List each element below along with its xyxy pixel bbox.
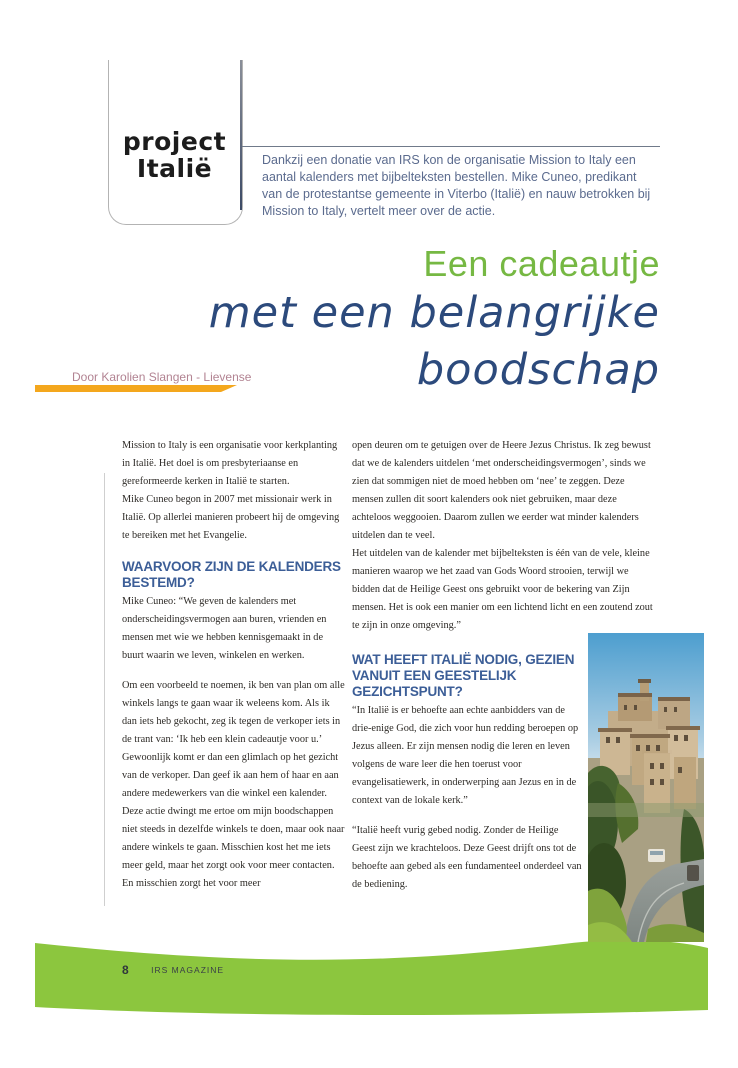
column-left (122, 437, 347, 893)
project-tab-line1: project (122, 127, 227, 156)
column-right-lower (352, 652, 583, 894)
column-left-rule (104, 473, 105, 906)
title-line-navy-1: met een belangrijke (208, 288, 660, 338)
footer (122, 961, 224, 979)
section-heading-kalenders: WAARVOOR ZIJN DE KALENDERS BESTEMD? (122, 559, 341, 590)
column-right-upper (352, 437, 655, 635)
paragraph: Mike Cuneo begon in 2007 met missionair werk in Italië. Op allerlei manieren probeert hij de omgeving te bereiken met het Evangelie. (122, 494, 340, 541)
photo-hilltop-town (588, 633, 704, 942)
paragraph: “Italië heeft vurig gebed nodig. Zonder de Heilige Geest zijn we krachteloos. Deze Geest drijft ons tot de behoefte aan gebed als een fundamenteel onderdeel van de bediening. (352, 825, 582, 890)
paragraph: “In Italië is er behoefte aan echte aanbidders van de drie-enige God, die zich voor hun redding beroepen op Jezus alleen. Er zijn mensen nodig die leren en leven volgens de ware leer die hen toerust voor evangelisatiewerk, in onderwerping aan Jezus en in de context van de lokale kerk.” (352, 705, 579, 806)
byline: Door Karolien Slangen - Lievense (72, 370, 252, 384)
article-title (209, 243, 660, 399)
magazine-name: IRS MAGAZINE (151, 964, 225, 975)
paragraph: Mike Cuneo: “We geven de kalenders met onderscheidingsvermogen aan buren, vrienden en mensen met wie we hebben kennisgemaakt in de buurt waarin we leven, winkelen en werken. (122, 596, 327, 661)
title-line-navy-2: boodschap (416, 345, 660, 395)
title-line-green: Een cadeautje (423, 243, 660, 284)
paragraph: Mission to Italy is een organisatie voor kerkplanting in Italië. Het doel is om presbyteriaanse en gereformeerde kerken in Italië te starten. (122, 440, 338, 487)
page-number: 8 (122, 962, 129, 977)
paragraph: open deuren om te getuigen over de Heere Jezus Christus. Ik zeg bewust dat we de kalenders uitdelen ‘met onderscheidingsvermogen’, sinds we zien dat sommigen niet de moed hebben om ‘nee’ te zeggen. Deze mensen zullen dit soort kalenders ook niet gebruiken, maar deze achteloos weggooien. Daarom zullen we eerder wat minder kalenders uitdelen dan te veel. (352, 440, 651, 541)
paragraph: Om een voorbeeld te noemen, ik ben van plan om alle winkels langs te gaan waar ik weleens kom. Als ik dan iets heb gekocht, zeg ik tegen de verkoper iets in de trant van: ‘Ik heb een klein cadeautje voor u.’ Gewoonlijk komt er dan een glimlach op het gezicht van de verkoper. Dan geef ik aan hem of haar en aan andere medewerkers van die winkel een kalender. Deze actie dwingt me ertoe om mijn boodschappen niet steeds in dezelfde winkels te doen, maar ook naar andere winkels te gaan. Misschien kost het me iets meer geld, maar het zorgt ook voor meer contacten. En misschien zorgt het voor meer (122, 680, 345, 889)
byline-orange-bar (35, 385, 237, 392)
intro-divider-line (242, 146, 660, 147)
project-tab-label (108, 128, 241, 182)
project-tab-line2: Italië (136, 154, 213, 183)
section-heading-italie-nodig: WAT HEEFT ITALIË NODIG, GEZIEN VANUIT EEN GEESTELIJK GEZICHTSPUNT? (352, 652, 575, 699)
intro-paragraph: Dankzij een donatie van IRS kon de organisatie Mission to Italy een aantal kalenders met bijbelteksten bestellen. Mike Cuneo, predikant van de protestantse gemeente in Viterbo (Italië) en nauw betrokken bij Mission to Italy, vertelt meer over de actie. (262, 153, 651, 218)
paragraph: Het uitdelen van de kalender met bijbelteksten is één van de vele, kleine manieren waarop we het zaad van Gods Woord strooien, terwijl we bidden dat de Heilige Geest ons gebruikt voor de bekering van Zijn mensen. Het is ook een manier om een lichtend licht en een zoutend zout te zijn in onze omgeving.” (352, 548, 653, 631)
